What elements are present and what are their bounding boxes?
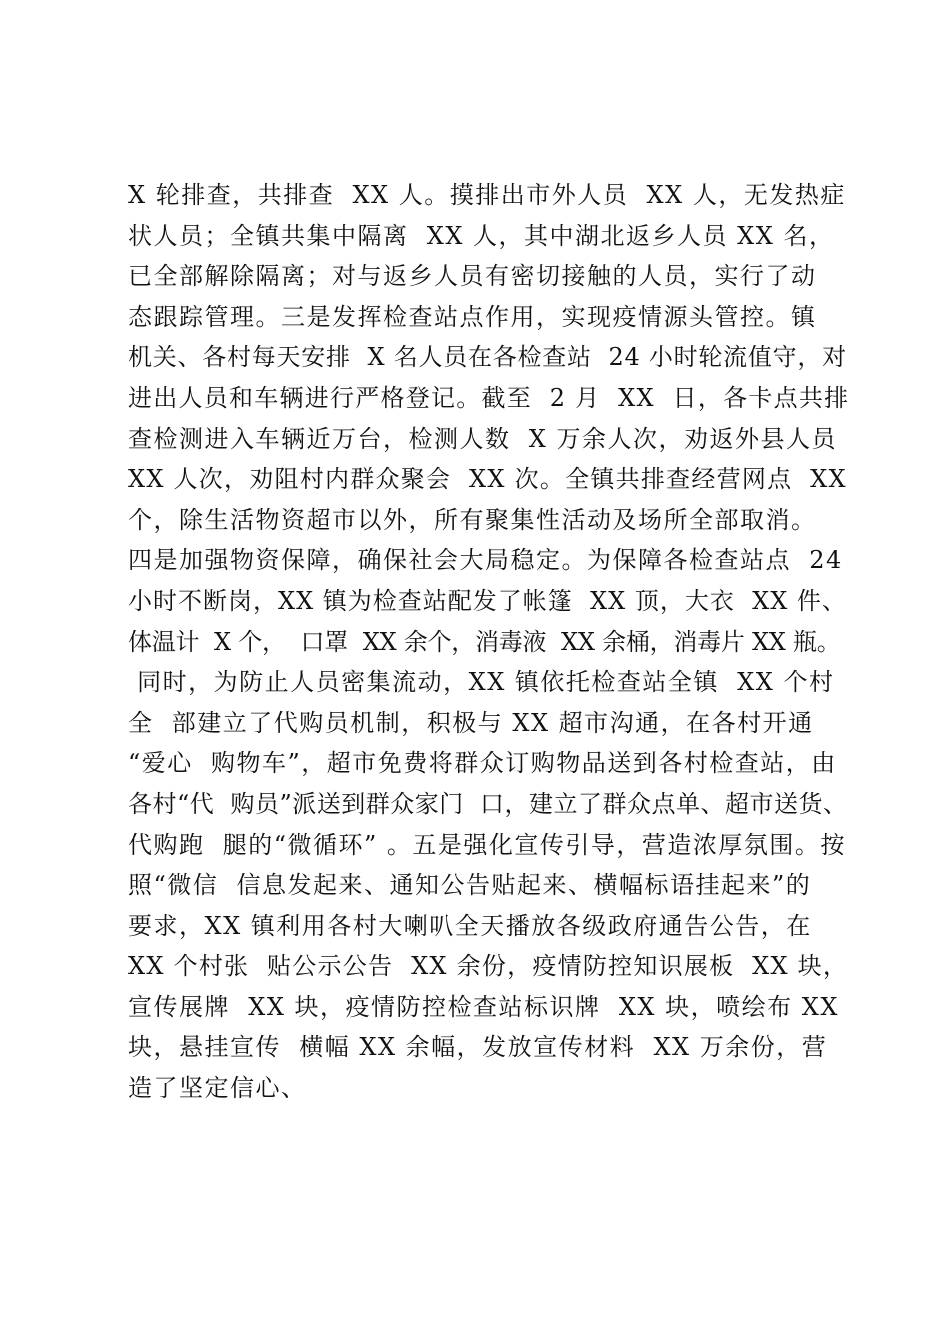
body-paragraph (128, 175, 848, 1109)
text-line: 体温计 X 个， 口罩 XX 余个，消毒液 XX 余桶，消毒片 XX 瓶。 (128, 627, 841, 656)
text-line: 查检测进入车辆近万台，检测人数 X 万余人次，劝返外县人员 (128, 424, 837, 453)
text-line: 个，除生活物资超市以外，所有聚集性活动及场所全部取消。 (128, 505, 817, 534)
text-line: X 轮排查，共排查 XX 人。摸排出市外人员 XX 人，无发热症 (128, 181, 846, 209)
text-line: XX 个村张 贴公示公告 XX 余份，疫情防控知识展板 XX 块， (128, 952, 849, 981)
text-line: 代购跑 腿的“微循环” 。五是强化宣传引导，营造浓厚氛围。按 (128, 830, 846, 859)
text-line: 各村“代 购员”派送到群众家门 口，建立了群众点单、超市送货、 (128, 789, 848, 818)
text-line: 状人员；全镇共集中隔离 XX 人，其中湖北返乡人员 XX 名， (128, 221, 835, 250)
text-line: 照“微信 信息发起来、通知公告贴起来、横幅标语挂起来”的 (128, 871, 812, 900)
text-line: 要求，XX 镇利用各村大喇叭全天播放各级政府通告公告，在 (128, 911, 812, 940)
text-line: 块，悬挂宣传 横幅 XX 余幅，发放宣传材料 XX 万余份，营 (128, 1033, 828, 1062)
text-line: 小时不断岗，XX 镇为检查站配发了帐篷 XX 顶，大衣 XX 件、 (128, 586, 847, 615)
text-line: 同时，为防止人员密集流动，XX 镇依托检查站全镇 XX 个村 (128, 668, 835, 697)
text-line: 全 部建立了代购员机制，积极与 XX 超市沟通，在各村开通 (128, 708, 814, 737)
text-line: 宣传展牌 XX 块，疫情防控检查站标识牌 XX 块，喷绘布 XX (128, 992, 839, 1021)
text-line: 已全部解除隔离；对与返乡人员有密切接触的人员，实行了动 (128, 262, 817, 291)
text-line: 机关、各村每天安排 X 名人员在各检查站 24 小时轮流值守，对 (128, 343, 847, 372)
text-line: 态跟踪管理。三是发挥检查站点作用，实现疫情源头管控。镇 (128, 302, 817, 331)
text-line: 四是加强物资保障，确保社会大局稳定。为保障各检查站点 24 (128, 546, 843, 575)
text-line: 造了坚定信心、 (128, 1074, 307, 1103)
text-line: 进出人员和车辆进行严格登记。截至 2 月 XX 日，各卡点共排 (128, 383, 850, 412)
text-line: “爱心 购物车”，超市免费将群众订购物品送到各村检查站，由 (128, 749, 837, 778)
text-line: XX 人次，劝阻村内群众聚会 XX 次。全镇共排查经营网点 XX (128, 465, 847, 494)
